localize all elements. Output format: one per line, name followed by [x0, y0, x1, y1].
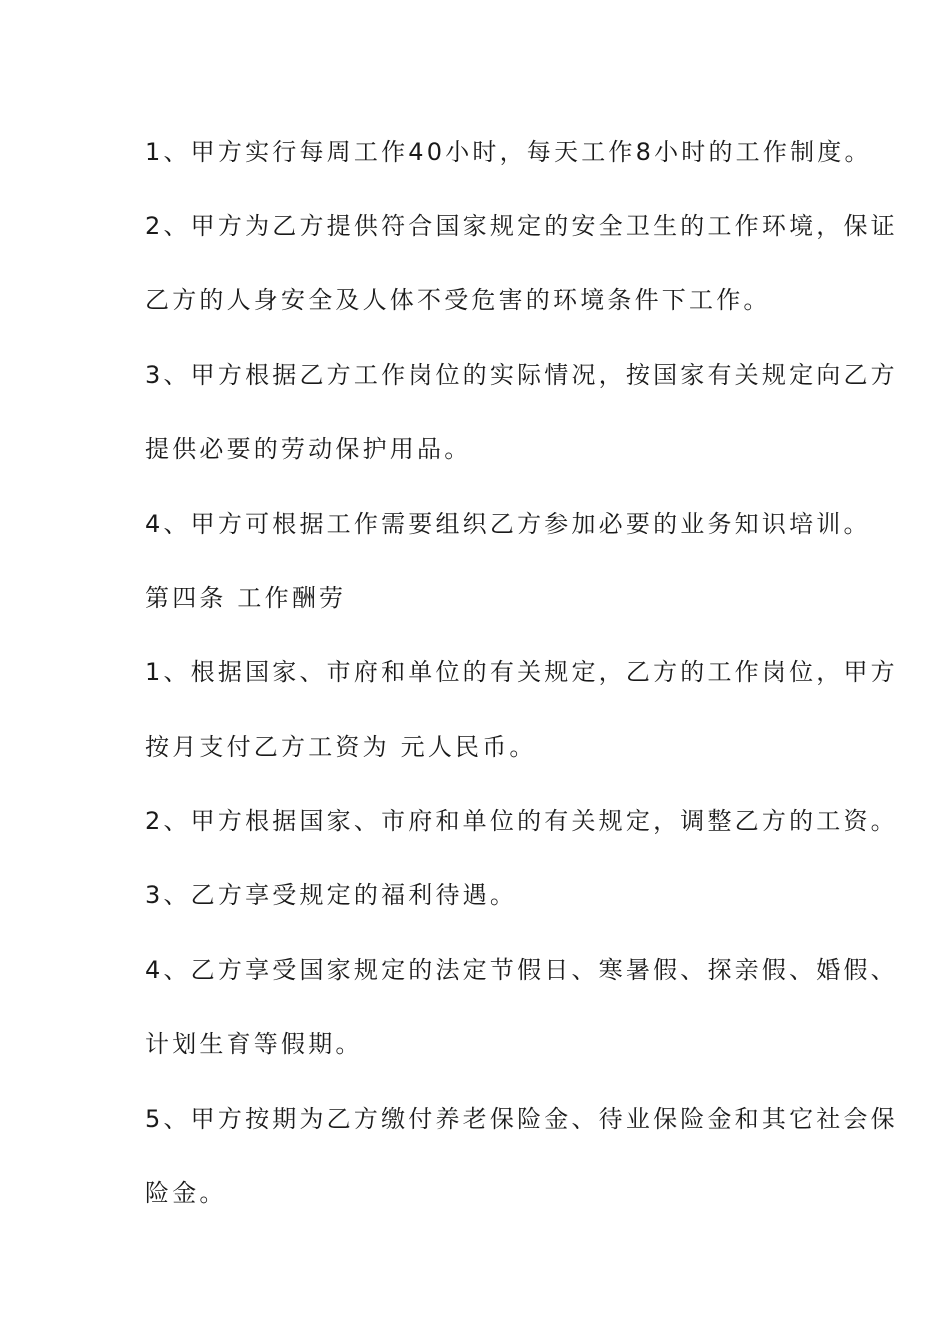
clause-4-item-4-line-1: 4、乙方享受国家规定的法定节假日、寒暑假、探亲假、婚假、	[145, 956, 898, 984]
clause-4-item-2: 2、甲方根据国家、市府和单位的有关规定，调整乙方的工资。	[145, 807, 898, 835]
clause-3-item-2-line-1: 2、甲方为乙方提供符合国家规定的安全卫生的工作环境，保证	[145, 212, 898, 240]
clause-3-item-2-line-2: 乙方的人身安全及人体不受危害的环境条件下工作。	[145, 286, 771, 314]
clause-4-item-3: 3、乙方享受规定的福利待遇。	[145, 881, 518, 909]
clause-4-item-5-line-1: 5、甲方按期为乙方缴付养老保险金、待业保险金和其它社会保	[145, 1105, 898, 1133]
clause-3-item-4: 4、甲方可根据工作需要组织乙方参加必要的业务知识培训。	[145, 510, 871, 538]
clause-4-item-5-line-2: 险金。	[145, 1179, 227, 1207]
clause-4-heading: 第四条 工作酬劳	[145, 584, 347, 612]
clause-3-item-1: 1、甲方实行每周工作40小时，每天工作8小时的工作制度。	[145, 138, 872, 166]
clause-4-item-1-line-2: 按月支付乙方工资为 元人民币。	[145, 733, 537, 761]
clause-3-item-3-line-1: 3、甲方根据乙方工作岗位的实际情况，按国家有关规定向乙方	[145, 361, 898, 389]
clause-4-item-1-line-1: 1、根据国家、市府和单位的有关规定，乙方的工作岗位，甲方	[145, 658, 898, 686]
clause-3-item-3-line-2: 提供必要的劳动保护用品。	[145, 435, 472, 463]
clause-4-item-4-line-2: 计划生育等假期。	[145, 1030, 363, 1058]
